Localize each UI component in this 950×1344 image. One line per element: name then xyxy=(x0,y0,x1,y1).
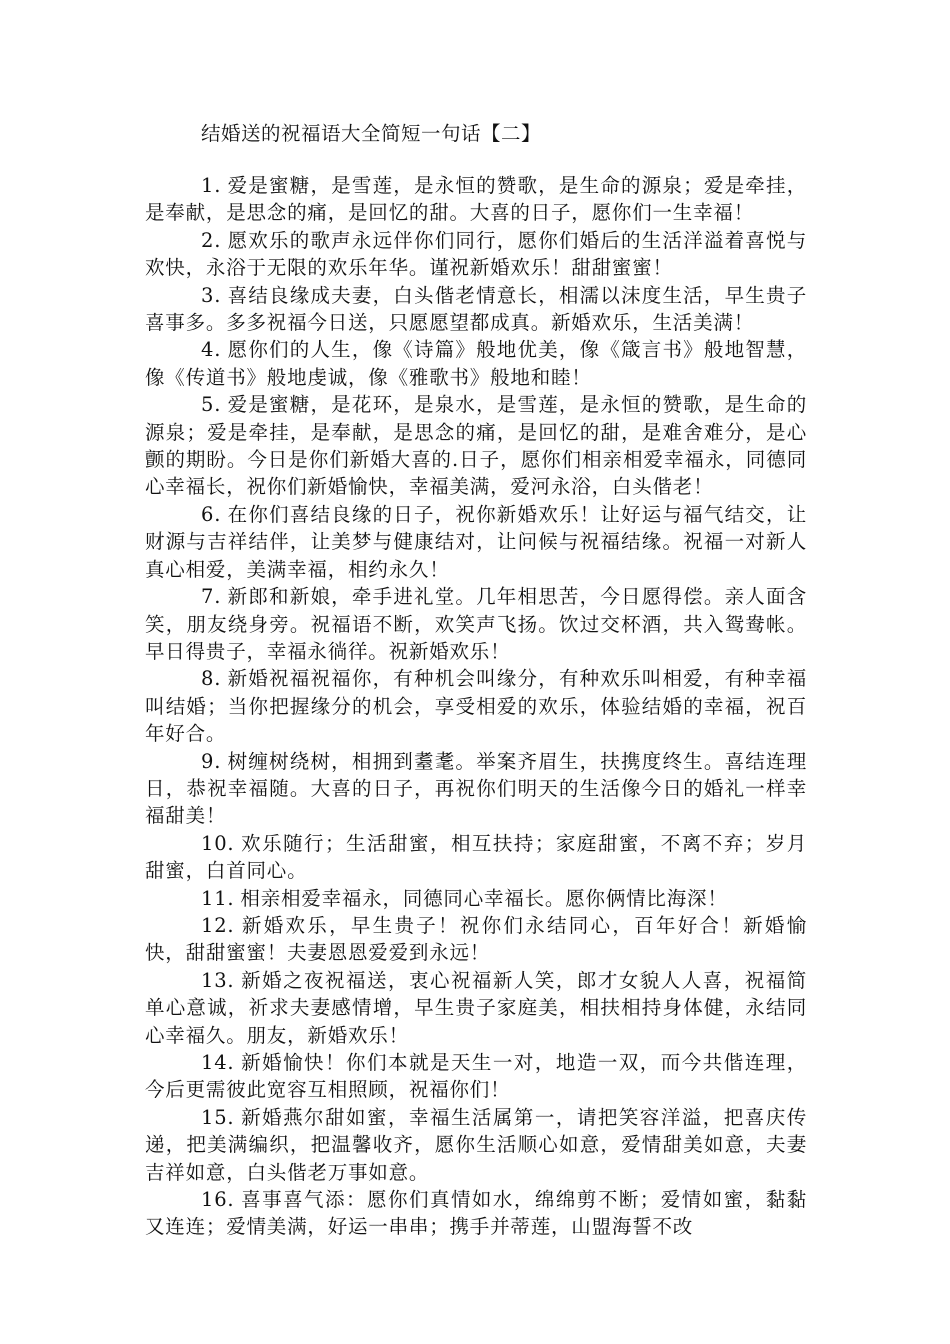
item-text: 新婚燕尔甜如蜜，幸福生活属第一，请把笑容洋溢，把喜庆传递，把美满编织，把温馨收齐，愿你生活顺心如意，爱情甜美如意，夫妻吉祥如意，白头偕老万事如意。 xyxy=(145,1105,807,1184)
list-item xyxy=(145,885,807,912)
item-text: 爱是蜜糖，是花环，是泉水，是雪莲，是永恒的赞歌，是生命的源泉；爱是牵挂，是奉献，是思念的痛，是回忆的甜，是难舍难分，是心颤的期盼。今日是你们新婚大喜的.日子，愿你们相亲相爱幸福永，同德同心幸福长，祝你们新婚愉快，幸福美满，爱河永浴，白头偕老！ xyxy=(145,393,807,499)
item-number: 2. xyxy=(201,228,222,252)
item-text: 喜事喜气添：愿你们真情如水，绵绵剪不断；爱情如蜜，黏黏又连连；爱情美满，好运一串串；携手并蒂莲，山盟海誓不改 xyxy=(145,1188,807,1239)
item-text: 愿你们的人生，像《诗篇》般地优美，像《箴言书》般地智慧，像《传道书》般地虔诚，像《雅歌书》般地和睦！ xyxy=(145,338,807,389)
item-number: 13. xyxy=(201,968,235,992)
item-text: 新婚欢乐，早生贵子！祝你们永结同心，百年好合！新婚愉快，甜甜蜜蜜！夫妻恩恩爱爱到永远！ xyxy=(145,913,807,965)
item-text: 在你们喜结良缘的日子，祝你新婚欢乐！让好运与福气结交，让财源与吉祥结伴，让美梦与健康结对，让问候与祝福结缘。祝福一对新人真心相爱，美满幸福，相约永久！ xyxy=(145,502,807,581)
item-text: 欢乐随行；生活甜蜜，相互扶持；家庭甜蜜，不离不弃；岁月甜蜜，白首同心。 xyxy=(145,831,807,883)
item-number: 6. xyxy=(201,502,222,526)
list-item xyxy=(145,336,807,391)
document-title: 结婚送的祝福语大全简短一句话【二】 xyxy=(201,122,542,145)
list-item xyxy=(145,1104,807,1186)
item-text: 新婚之夜祝福送，衷心祝福新人笑，郎才女貌人人喜，祝福简单心意诚，祈求夫妻感情增，早生贵子家庭美，相扶相持身体健，永结同心幸福久。朋友，新婚欢乐！ xyxy=(145,968,807,1047)
item-text: 爱是蜜糖，是雪莲，是永恒的赞歌，是生命的源泉；爱是牵挂，是奉献，是思念的痛，是回忆的甜。大喜的日子，愿你们一生幸福！ xyxy=(145,174,807,225)
list-item xyxy=(145,1049,807,1104)
list-item xyxy=(145,748,807,830)
item-number: 10. xyxy=(201,831,235,855)
item-text: 树缠树绕树，相拥到耋耄。举案齐眉生，扶携度终生。喜结连理日，恭祝幸福随。大喜的日子，再祝你们明天的生活像今日的婚礼一样幸福甜美！ xyxy=(145,749,807,828)
list-item xyxy=(145,391,807,501)
item-number: 4. xyxy=(201,338,222,362)
item-number: 5. xyxy=(201,393,222,417)
list-item xyxy=(145,583,807,665)
item-number: 12. xyxy=(201,913,235,937)
list-item xyxy=(145,172,807,227)
item-text: 新婚愉快！你们本就是天生一对，地造一双，而今共偕连理，今后更需彼此宽容互相照顾，祝福你们！ xyxy=(145,1051,807,1102)
list-item xyxy=(145,227,807,282)
item-number: 15. xyxy=(201,1105,235,1129)
list-item xyxy=(145,967,807,1049)
item-text: 新郎和新娘，牵手进礼堂。几年相思苦，今日愿得偿。亲人面含笑，朋友绕身旁。祝福语不断，欢笑声飞扬。饮过交杯酒，共入鸳鸯帐。早日得贵子，幸福永徜徉。祝新婚欢乐！ xyxy=(145,585,807,663)
item-number: 14. xyxy=(201,1051,235,1074)
item-number: 7. xyxy=(201,585,222,609)
item-number: 8. xyxy=(201,667,222,691)
document-page xyxy=(145,118,807,1241)
list-item xyxy=(145,501,807,583)
item-number: 3. xyxy=(201,283,222,307)
item-number: 11. xyxy=(201,886,235,910)
item-text: 愿欢乐的歌声永远伴你们同行，愿你们婚后的生活洋溢着喜悦与欢快，永浴于无限的欢乐年华。谨祝新婚欢乐！甜甜蜜蜜！ xyxy=(145,228,807,280)
list-item xyxy=(145,282,807,337)
item-number: 1. xyxy=(201,174,222,197)
list-item xyxy=(145,912,807,967)
list-item xyxy=(145,830,807,885)
item-text: 相亲相爱幸福永，同德同心幸福长。愿你俩情比海深！ xyxy=(240,886,728,910)
item-number: 9. xyxy=(201,749,222,773)
item-number: 16. xyxy=(201,1188,235,1212)
item-text: 新婚祝福祝福你，有种机会叫缘分，有种欢乐叫相爱，有种幸福叫结婚；当你把握缘分的机会，享受相爱的欢乐，体验结婚的幸福，祝百年好合。 xyxy=(145,667,807,746)
item-text: 喜结良缘成夫妻，白头偕老情意长，相濡以沫度生活，早生贵子喜事多。多多祝福今日送，只愿愿望都成真。新婚欢乐，生活美满！ xyxy=(145,283,807,335)
blessing-list xyxy=(145,172,807,1241)
list-item xyxy=(145,1186,807,1241)
list-item xyxy=(145,665,807,747)
